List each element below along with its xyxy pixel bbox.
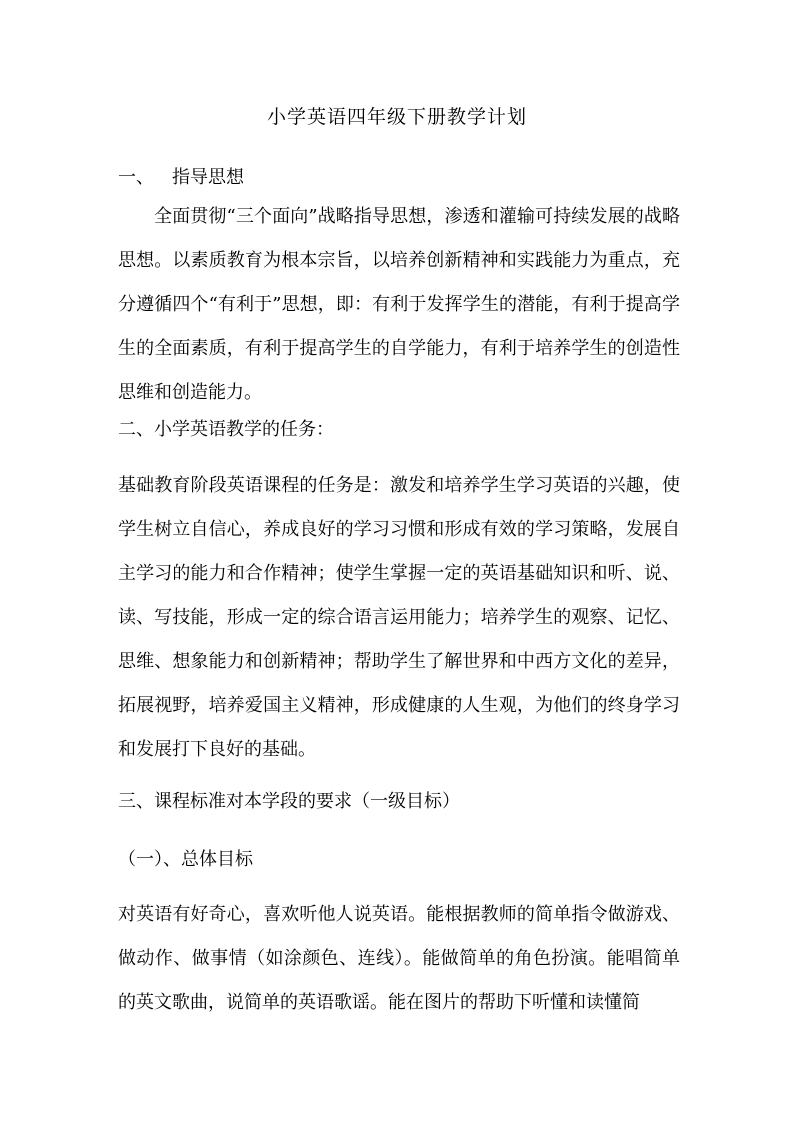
section1-heading: 指导思想 [172,167,244,188]
subsection1-heading: （一）、总体目标 [118,849,253,870]
section1-paragraph: 全面贯彻“三个面向”战略指导思想，渗透和灌输可持续发展的战略思想。以素质教育为根本宗旨，以培养创新精神和实践能力为重点，充分遵循四个“有利于”思想，即：有利于发挥学生的潜能，有利于提高学生的全面素质，有利于提高学生的自学能力，有利于培养学生的创造性思维和创造能力。 [118,206,680,403]
section3-heading: 三、课程标准对本学段的要求（一级目标） [118,791,460,812]
subsection1-paragraph: 对英语有好奇心，喜欢听他人说英语。能根据教师的简单指令做游戏、做动作、做事情（如涂颜色、连线）。能做简单的角色扮演。能唱简单的英文歌曲，说简单的英语歌谣。能在图片的帮助下听懂和读懂简 [118,904,680,1013]
section2-paragraph: 基础教育阶段英语课程的任务是：激发和培养学生学习英语的兴趣，使学生树立自信心，养成良好的学习习惯和形成有效的学习策略，发展自主学习的能力和合作精神；使学生掌握一定的英语基础知识和听、说、读、写技能，形成一定的综合语言运用能力；培养学生的观察、记忆、思维、想象能力和创新精神；帮助学生了解世界和中西方文化的差异，拓展视野，培养爱国主义精神，形成健康的人生观，为他们的终身学习和发展打下良好的基础。 [118,475,680,760]
section2-heading: 二、小学英语教学的任务： [118,419,334,440]
section1-number: 一、 [118,167,154,188]
document-title: 小学英语四年级下册教学计划 [266,106,527,128]
section1-heading-line [118,166,244,190]
